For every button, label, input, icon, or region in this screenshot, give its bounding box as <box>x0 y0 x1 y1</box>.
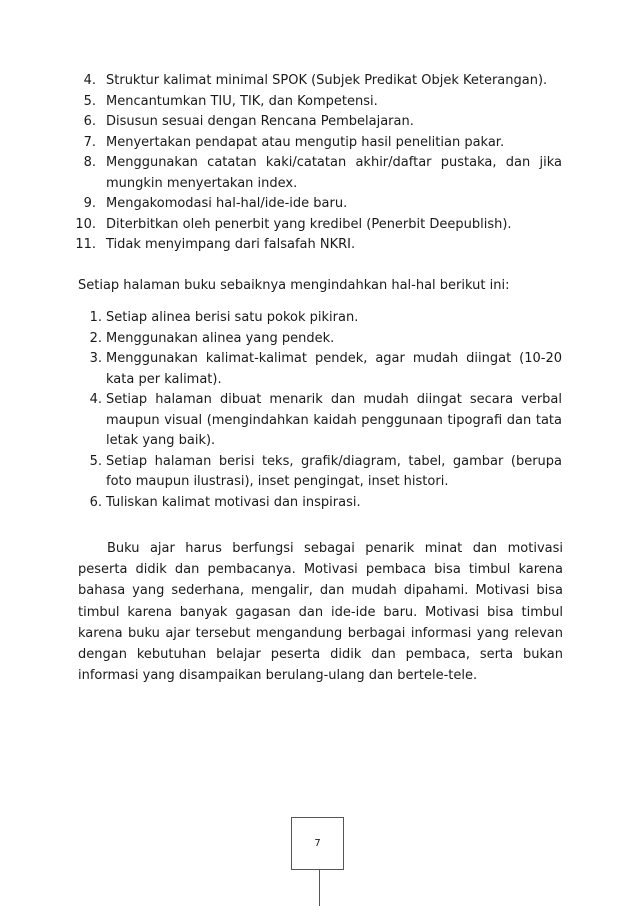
criteria-list-continued <box>75 71 562 256</box>
page-number: 7 <box>314 838 321 849</box>
list-number: 6. <box>83 114 96 129</box>
list-text: Setiap halaman berisi teks, grafik/diagram, tabel, gambar (berupa foto maupun ilustrasi), inset pengingat, inset histori. <box>106 453 562 489</box>
list-text: Tuliskan kalimat motivasi dan inspirasi. <box>106 494 361 510</box>
list-number: 10. <box>75 216 96 232</box>
list-item <box>78 194 562 215</box>
list-text: Menggunakan catatan kaki/catatan akhir/daftar pustaka, dan jika mungkin menyertakan index. <box>106 155 562 191</box>
list-number: 5. <box>89 453 102 469</box>
list-number: 8. <box>83 155 96 170</box>
list-text: Mencantumkan TIU, TIK, dan Kompetensi. <box>106 93 378 109</box>
list-number: 2. <box>89 330 102 346</box>
list-text: Tidak menyimpang dari falsafah NKRI. <box>106 237 356 252</box>
list-text: Struktur kalimat minimal SPOK (Subjek Predikat Objek Keterangan). <box>106 73 548 88</box>
list-text: Menggunakan alinea yang pendek. <box>106 330 335 346</box>
list-number: 3. <box>89 351 102 366</box>
list-number: 6. <box>89 494 102 510</box>
list-text: Setiap halaman dibuat menarik dan mudah diingat secara verbal maupun visual (mengindahkan kaidah penggunaan tipografi dan tata letak yang baik). <box>106 392 562 448</box>
list-item <box>78 329 562 350</box>
list-item <box>78 308 562 329</box>
list-item <box>78 133 562 154</box>
list-item <box>78 71 562 92</box>
list-number: 1. <box>89 310 102 325</box>
list-item <box>78 390 562 452</box>
list-number: 5. <box>83 93 96 109</box>
page-number-box <box>291 817 344 870</box>
list-number: 4. <box>83 73 96 88</box>
list-item <box>78 452 562 493</box>
page-guidelines-list <box>78 308 562 513</box>
list-item <box>78 493 562 514</box>
list-item <box>78 153 562 194</box>
list-text: Setiap alinea berisi satu pokok pikiran. <box>106 310 359 325</box>
body-paragraph: Buku ajar harus berfungsi sebagai penarik minat dan motivasi peserta didik dan pembacanya. Motivasi pembaca bisa timbul karena bahasa yang sederhana, mengalir, dan mudah dipahami. Motivasi bisa timbul karena banyak gagasan dan ide-ide baru. Motivasi bisa timbul karena buku ajar tersebut mengandung berbagai informasi yang relevan dengan kebutuhan belajar peserta didik dan pembaca, serta bukan informasi yang disampaikan berulang-ulang dan bertele-tele. <box>78 541 563 684</box>
list-text: Menyertakan pendapat atau mengutip hasil penelitian pakar. <box>106 134 505 150</box>
list-number: 9. <box>83 196 96 211</box>
list-item <box>75 215 562 236</box>
list-text: Diterbitkan oleh penerbit yang kredibel (Penerbit Deepublish). <box>106 216 512 232</box>
list-item <box>78 92 562 113</box>
page-number-stem-line <box>319 870 320 906</box>
list-number: 4. <box>89 392 102 407</box>
list-number: 7. <box>83 134 96 150</box>
list-text: Disusun sesuai dengan Rencana Pembelajaran. <box>106 114 414 129</box>
list-item <box>75 235 562 256</box>
list-item <box>78 112 562 133</box>
list-text: Mengakomodasi hal-hal/ide-ide baru. <box>106 196 348 211</box>
section-intro: Setiap halaman buku sebaiknya mengindahkan hal-hal berikut ini: <box>78 278 510 293</box>
list-item <box>78 349 562 390</box>
list-text: Menggunakan kalimat-kalimat pendek, agar mudah diingat (10-20 kata per kalimat). <box>106 351 562 387</box>
list-number: 11. <box>75 237 96 252</box>
